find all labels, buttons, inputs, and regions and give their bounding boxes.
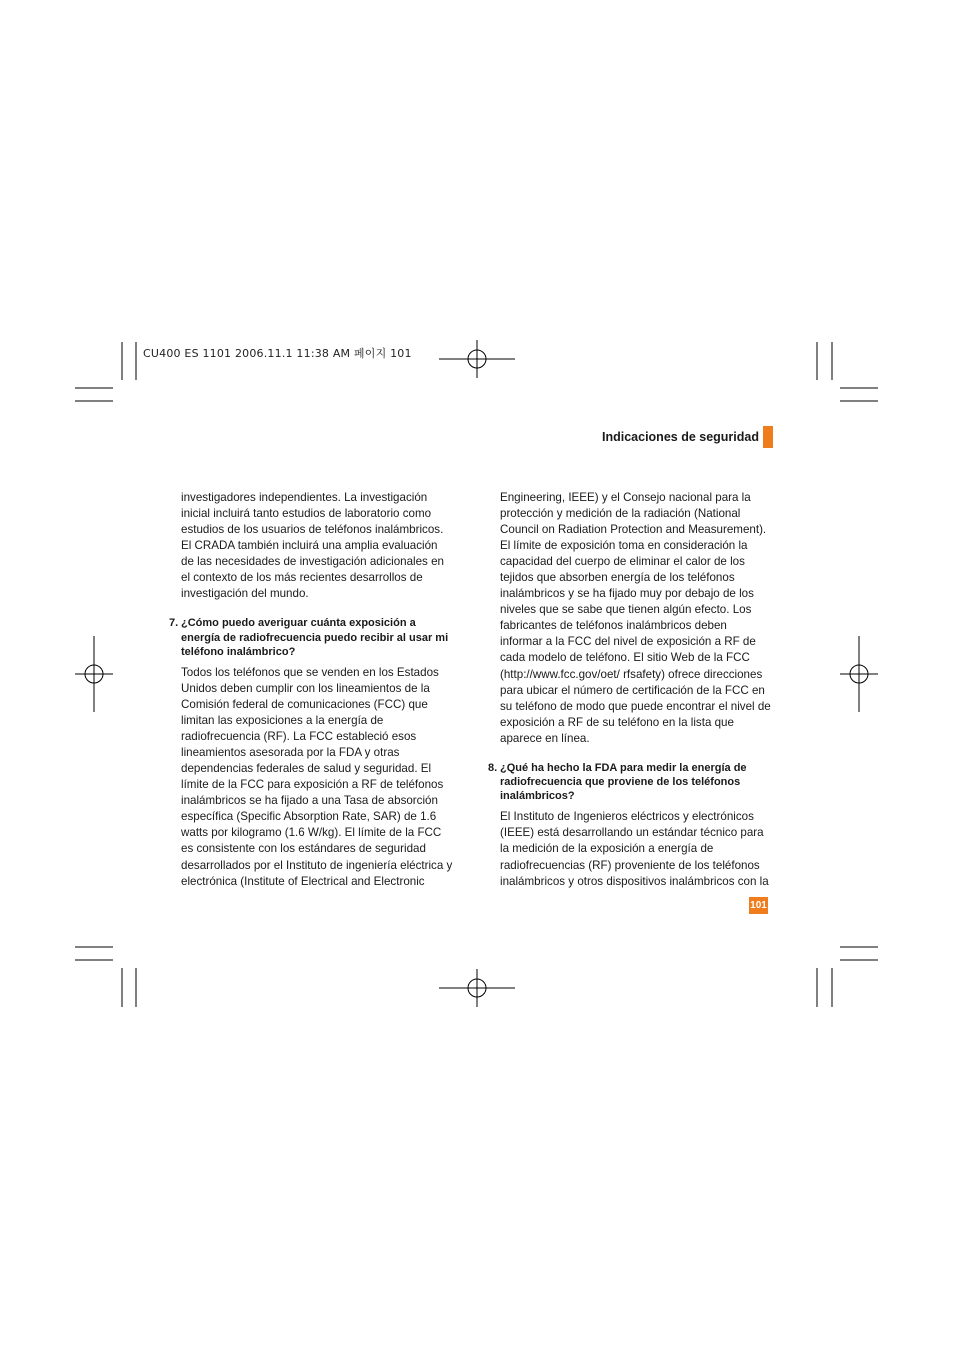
question-8-body: El Instituto de Ingenieros eléctricos y electrónicos (IEEE) está desarrollando un estándar técnico para la medición de la exposición a energía de radiofrecuencias (RF) proveniente de los teléfonos inalámbricos y otros dispositivos inalámbricos con la <box>500 810 769 888</box>
section-title: Indicaciones de seguridad <box>602 430 759 444</box>
question-7-heading <box>169 616 453 659</box>
section-tab-marker <box>763 426 773 448</box>
page-number-badge: 101 <box>749 897 768 914</box>
intro-paragraph: investigadores independientes. La investigación inicial incluirá tanto estudios de laboratorio como estudios de los usuarios de teléfonos inalámbricos. El CRADA también incluirá una amplia evaluación de las necesidades de investigación adicionales en el contexto de los más recientes desarrollos de investigación del mundo. <box>181 491 444 601</box>
question-7-title: ¿Cómo puedo averiguar cuánta exposición a energía de radiofrecuencia puedo recibir al usar mi teléfono inalámbrico? <box>181 617 449 658</box>
question-8-title: ¿Qué ha hecho la FDA para medir la energía de radiofrecuencia que proviene de los teléfonos inalámbricos? <box>500 761 747 803</box>
section-header <box>540 426 773 448</box>
right-column <box>488 490 772 890</box>
continuation-paragraph: Engineering, IEEE) y el Consejo nacional para la protección y medición de la radiación (National Council on Radiation Protection and Measurement). El límite de exposición toma en consideración la capacidad del cuerpo de eliminar el calor de los tejidos que absorben energía de los teléfonos inalámbricos y se ha fijado muy por debajo de los niveles que se sabe que tienen algún efecto. Los fabricantes de teléfonos inalámbricos deben informar a la FCC del nivel de exposición a RF de cada modelo de teléfono. El sitio Web de la FCC (http://www.fcc.gov/oet/ rfsafety) ofrece direcciones para ubicar el número de certificación de la FCC en su teléfono de modo que puede encontrar el nivel de exposición a RF de su teléfono en la lista que aparece en línea. <box>500 491 771 745</box>
question-7-number: 7. <box>169 617 179 630</box>
question-8-heading <box>488 761 772 804</box>
print-slug: CU400 ES 1101 2006.11.1 11:38 AM 페이지 101 <box>143 347 412 360</box>
left-column <box>169 490 453 890</box>
question-8-number: 8. <box>488 761 498 774</box>
question-7-body: Todos los teléfonos que se venden en los Estados Unidos deben cumplir con los lineamientos de la Comisión federal de comunicaciones (FCC) que limitan las exposiciones a la energía de radiofrecuencia (RF). La FCC estableció esos lineamientos asesorada por la FDA y otras dependencias federales de salud y seguridad. El límite de la FCC para exposición a RF de teléfonos inalámbricos se ha fijado a una Tasa de absorción específica (Specific Absorption Rate, SAR) de 1.6 watts por kilogramo (1.6 W/kg). El límite de la FCC es consistente con los estándares de seguridad desarrollados por el Instituto de ingeniería eléctrica y electrónica (Institute of Electrical and Electronic <box>181 665 453 888</box>
